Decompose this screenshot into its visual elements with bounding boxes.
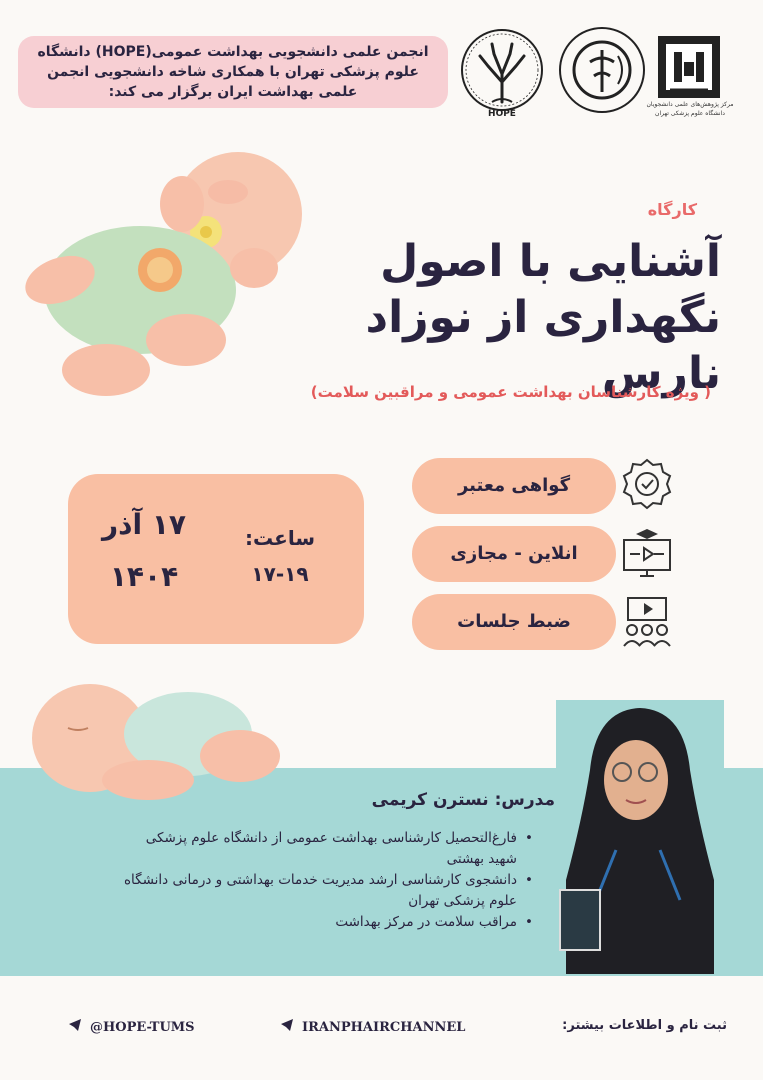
event-title bbox=[241, 234, 721, 402]
feature-recording: ضبط جلسات bbox=[412, 594, 616, 650]
list-item: • دانشجوی کارشناسی ارشد مدیریت خدمات بهداشتی و درمانی دانشگاه علوم پزشکی تهران bbox=[113, 870, 533, 912]
instructor-photo bbox=[556, 700, 724, 974]
organizer-note: انجمن علمی دانشجویی بهداشت عمومی(HOPE) دانشگاه علوم پزشکی تهران با همکاری شاخه دانشجویی انجمن علمی بهداشت ایران برگزار می کند: bbox=[18, 36, 448, 108]
time-label: ساعت: bbox=[244, 526, 315, 550]
list-item: • فارغ‌التحصیل کارشناسی بهداشت عمومی از دانشگاه علوم پزشکی شهید بهشتی bbox=[113, 828, 533, 870]
registration-cta: ثبت نام و اطلاعات بیشتر: bbox=[562, 1018, 727, 1033]
social-link-ipha[interactable] bbox=[280, 1018, 465, 1036]
sleeping-baby-illustration-2 bbox=[28, 668, 298, 818]
tums-logo-caption: مرکز پژوهش‌های علمی دانشجویان دانشگاه علوم پزشکی تهران bbox=[646, 101, 734, 117]
event-title-line-2: نگهداری از نوزاد نارس bbox=[365, 292, 721, 399]
telegram-icon bbox=[280, 1018, 294, 1036]
event-audience: ( ویژه کارشناسان بهداشت عمومی و مراقبین سلامت) bbox=[310, 383, 711, 401]
svg-text:HOPE: HOPE bbox=[488, 109, 516, 119]
feature-online: انلاین - مجازی bbox=[412, 526, 616, 582]
schedule-box bbox=[68, 474, 364, 644]
social-link-hope[interactable] bbox=[68, 1018, 195, 1036]
recorded-sessions-icon bbox=[618, 592, 676, 650]
iranian-public-health-association-logo bbox=[558, 26, 646, 114]
social-handle: IRANPHAIRCHANNEL bbox=[302, 1019, 466, 1035]
date-year: ۱۴۰۴ bbox=[109, 560, 179, 593]
hope-logo bbox=[458, 26, 546, 122]
social-handle: @HOPE-TUMS bbox=[90, 1019, 195, 1035]
telegram-icon bbox=[68, 1018, 82, 1036]
event-type-label: کارگاه bbox=[647, 200, 697, 219]
tums-student-research-center-logo bbox=[654, 32, 724, 102]
instructor-name: مدرس: نسترن کریمی bbox=[371, 790, 555, 810]
date-day: ۱۷ آذر bbox=[101, 508, 187, 541]
certificate-badge-icon bbox=[618, 456, 676, 514]
time-value: ۱۷-۱۹ bbox=[251, 562, 309, 586]
online-class-monitor-icon bbox=[618, 524, 676, 582]
instructor-bio-list bbox=[113, 828, 533, 933]
event-title-line-1: آشنایی با اصول bbox=[380, 236, 721, 287]
list-item: • مراقب سلامت در مرکز بهداشت bbox=[113, 912, 533, 933]
feature-certificate: گواهی معتبر bbox=[412, 458, 616, 514]
